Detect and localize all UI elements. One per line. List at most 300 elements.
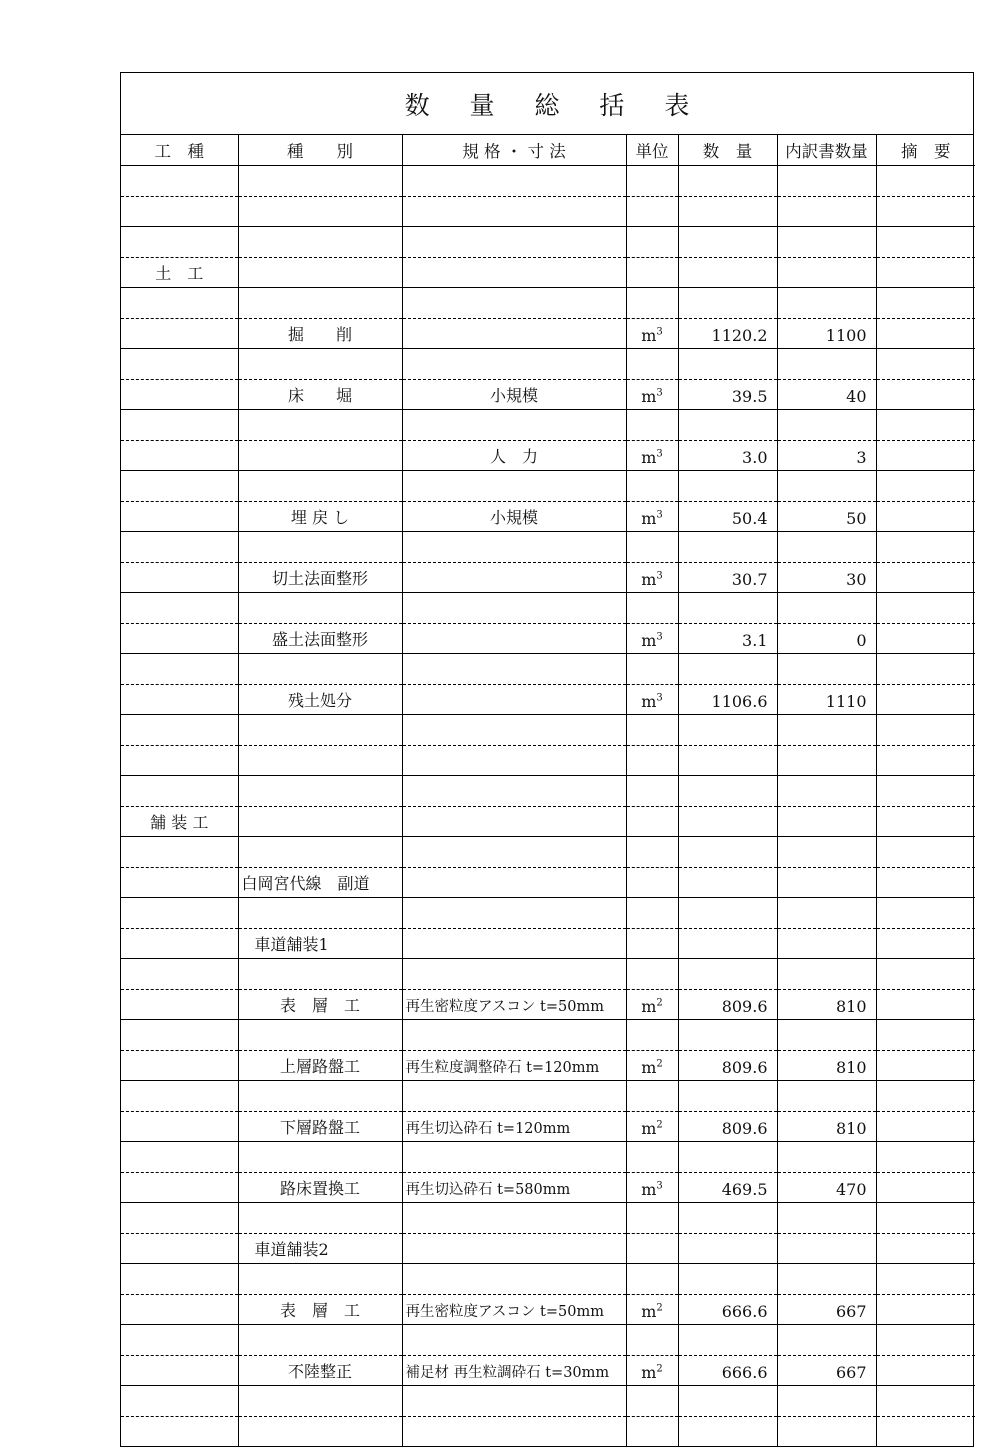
table-cell: [777, 227, 876, 258]
table-cell: [678, 227, 777, 258]
cell-unit: [626, 196, 678, 227]
cell-spec: [402, 440, 626, 471]
cell-quantity-text: 666.6: [721, 1363, 768, 1382]
cell-spec: [402, 989, 626, 1020]
table-cell: [678, 1203, 777, 1234]
table-row: [121, 501, 975, 532]
table-cell: [238, 166, 402, 197]
cell-spec-text: 人 力: [489, 447, 538, 466]
table-cell: [678, 1386, 777, 1417]
table-cell: [238, 288, 402, 319]
table-row: [121, 1111, 975, 1142]
cell-unit: [626, 1355, 678, 1386]
cell-work-type-text: 上層路盤工: [279, 1057, 360, 1076]
table-cell: [876, 166, 975, 197]
cell-spec: [402, 1233, 626, 1264]
table-cell: [121, 654, 238, 685]
cell-work-type: [238, 1233, 402, 1264]
cell-spec: [402, 257, 626, 288]
table-cell: [402, 288, 626, 319]
table-cell: [626, 837, 678, 868]
cell-remarks: [876, 1294, 975, 1325]
table-cell: [777, 654, 876, 685]
cell-unit: [626, 806, 678, 837]
cell-unit-text: m: [641, 509, 657, 528]
quantity-table: [121, 135, 975, 1446]
cell-detail-quantity: [777, 440, 876, 471]
cell-remarks: [876, 1233, 975, 1264]
table-cell: [876, 349, 975, 380]
cell-spec: [402, 867, 626, 898]
table-row-spacer: [121, 1325, 975, 1356]
table-cell: [238, 959, 402, 990]
unit-exponent: 3: [656, 387, 663, 399]
cell-work-type-text: 盛土法面整形: [271, 630, 368, 649]
cell-detail-quantity-text: 1110: [825, 692, 867, 711]
table-cell: [238, 593, 402, 624]
table-row: [121, 196, 975, 227]
cell-detail-quantity: [777, 1111, 876, 1142]
table-cell: [238, 1203, 402, 1234]
table-cell: [777, 1386, 876, 1417]
cell-remarks: [876, 318, 975, 349]
table-row: [121, 867, 975, 898]
cell-detail-quantity-text: 0: [856, 631, 867, 650]
cell-work-type-text: 残土処分: [287, 691, 352, 710]
cell-quantity-text: 3.1: [742, 631, 768, 650]
cell-detail-quantity-text: 667: [835, 1363, 867, 1382]
cell-quantity-text: 1106.6: [711, 692, 768, 711]
table-cell: [626, 959, 678, 990]
table-cell: [777, 1325, 876, 1356]
cell-work-kind: [121, 501, 238, 532]
cell-spec: [402, 1355, 626, 1386]
cell-quantity: [678, 867, 777, 898]
cell-work-type: [238, 196, 402, 227]
table-cell: [777, 1081, 876, 1112]
table-row: [121, 623, 975, 654]
table-cell: [626, 1203, 678, 1234]
cell-quantity: [678, 1416, 777, 1446]
table-row-spacer: [121, 1081, 975, 1112]
cell-unit-text: m: [641, 631, 657, 650]
cell-spec: [402, 318, 626, 349]
cell-work-type: [238, 928, 402, 959]
table-cell: [678, 288, 777, 319]
table-cell: [402, 654, 626, 685]
table-cell: [121, 288, 238, 319]
cell-detail-quantity-text: 810: [835, 1119, 867, 1138]
cell-detail-quantity: [777, 1294, 876, 1325]
cell-quantity: [678, 379, 777, 410]
table-cell: [876, 1325, 975, 1356]
cell-unit: [626, 684, 678, 715]
table-row: [121, 1355, 975, 1386]
cell-detail-quantity: [777, 562, 876, 593]
cell-remarks: [876, 867, 975, 898]
table-cell: [238, 776, 402, 807]
unit-exponent: 3: [656, 448, 663, 460]
cell-unit: [626, 318, 678, 349]
table-cell: [238, 1020, 402, 1051]
cell-work-kind: [121, 1111, 238, 1142]
table-cell: [678, 959, 777, 990]
table-cell: [777, 288, 876, 319]
table-cell: [626, 532, 678, 563]
cell-unit: [626, 1050, 678, 1081]
table-body: [121, 166, 975, 1447]
cell-work-type: [238, 1050, 402, 1081]
table-cell: [402, 471, 626, 502]
cell-work-type: [238, 684, 402, 715]
cell-unit-text: m: [641, 1058, 657, 1077]
table-row: [121, 1233, 975, 1264]
header-spec: 規 格 ・ 寸 法: [402, 135, 626, 166]
table-cell: [777, 1203, 876, 1234]
table-cell: [626, 227, 678, 258]
cell-work-kind: [121, 562, 238, 593]
cell-remarks: [876, 1111, 975, 1142]
table-cell: [626, 471, 678, 502]
table-cell: [777, 776, 876, 807]
cell-remarks: [876, 196, 975, 227]
cell-spec-text: 補足材 再生粒調砕石 t=30mm: [405, 1365, 610, 1381]
cell-quantity-text: 809.6: [721, 1058, 768, 1077]
cell-work-kind-text: 土 工: [155, 264, 204, 283]
table-cell: [238, 654, 402, 685]
unit-exponent: 3: [656, 631, 663, 643]
table-row: [121, 1416, 975, 1446]
table-row-spacer: [121, 288, 975, 319]
table-cell: [402, 715, 626, 746]
cell-spec: [402, 1172, 626, 1203]
cell-quantity: [678, 257, 777, 288]
table-cell: [876, 1081, 975, 1112]
table-cell: [238, 898, 402, 929]
cell-unit: [626, 1416, 678, 1446]
cell-work-kind: [121, 989, 238, 1020]
table-row: [121, 1172, 975, 1203]
table-cell: [238, 349, 402, 380]
cell-unit: [626, 379, 678, 410]
table-cell: [777, 715, 876, 746]
cell-detail-quantity-text: 667: [835, 1302, 867, 1321]
cell-detail-quantity: [777, 501, 876, 532]
table-cell: [678, 837, 777, 868]
table-cell: [402, 837, 626, 868]
table-cell: [121, 837, 238, 868]
cell-work-kind: [121, 684, 238, 715]
table-cell: [121, 715, 238, 746]
cell-work-type-text: 車道舗装2: [254, 1240, 329, 1259]
table-cell: [626, 1386, 678, 1417]
table-cell: [678, 654, 777, 685]
cell-work-type: [238, 501, 402, 532]
cell-work-kind: [121, 196, 238, 227]
cell-remarks: [876, 257, 975, 288]
cell-spec: [402, 1294, 626, 1325]
table-cell: [402, 898, 626, 929]
cell-work-kind: [121, 623, 238, 654]
cell-quantity: [678, 745, 777, 776]
cell-work-kind: [121, 1355, 238, 1386]
cell-unit-text: m: [641, 692, 657, 711]
table-cell: [402, 410, 626, 441]
cell-spec-text: 小規模: [489, 508, 538, 527]
table-cell: [402, 1142, 626, 1173]
cell-quantity: [678, 1172, 777, 1203]
table-cell: [876, 837, 975, 868]
table-cell: [777, 471, 876, 502]
cell-detail-quantity: [777, 379, 876, 410]
cell-remarks: [876, 1050, 975, 1081]
header-quantity: 数 量: [678, 135, 777, 166]
table-cell: [121, 471, 238, 502]
table-cell: [238, 1142, 402, 1173]
table-row-spacer: [121, 1386, 975, 1417]
cell-quantity: [678, 623, 777, 654]
cell-detail-quantity-text: 50: [846, 509, 867, 528]
cell-remarks: [876, 1172, 975, 1203]
cell-spec: [402, 379, 626, 410]
table-cell: [678, 1081, 777, 1112]
table-cell: [626, 166, 678, 197]
cell-work-type: [238, 1172, 402, 1203]
table-row: [121, 684, 975, 715]
cell-work-type-text: 埋 戻 し: [290, 508, 350, 527]
table-cell: [402, 1020, 626, 1051]
unit-exponent: 3: [656, 1180, 663, 1192]
cell-remarks: [876, 562, 975, 593]
cell-detail-quantity-text: 30: [846, 570, 867, 589]
cell-spec: [402, 1111, 626, 1142]
cell-detail-quantity-text: 1100: [825, 326, 867, 345]
table-cell: [121, 593, 238, 624]
table-cell: [402, 532, 626, 563]
table-cell: [876, 288, 975, 319]
cell-spec-text: 再生粒度調整砕石 t=120mm: [405, 1060, 600, 1076]
cell-work-type: [238, 257, 402, 288]
cell-unit: [626, 501, 678, 532]
table-cell: [402, 959, 626, 990]
cell-spec: [402, 562, 626, 593]
cell-quantity-text: 39.5: [731, 387, 768, 406]
cell-work-type-text: 路床置換工: [279, 1179, 360, 1198]
header-remarks: 摘 要: [876, 135, 975, 166]
table-cell: [777, 166, 876, 197]
cell-work-kind: [121, 1416, 238, 1446]
cell-work-type: [238, 1416, 402, 1446]
cell-spec-text: 再生切込砕石 t=120mm: [405, 1121, 571, 1137]
cell-unit-text: m: [641, 1363, 657, 1382]
table-cell: [678, 776, 777, 807]
cell-quantity: [678, 989, 777, 1020]
cell-unit: [626, 440, 678, 471]
table-row-spacer: [121, 837, 975, 868]
cell-work-kind: [121, 867, 238, 898]
header-unit: 単位: [626, 135, 678, 166]
table-cell: [626, 1081, 678, 1112]
table-row-spacer: [121, 1142, 975, 1173]
cell-unit-text: m: [641, 1302, 657, 1321]
cell-unit: [626, 867, 678, 898]
table-cell: [876, 410, 975, 441]
header-detail-quantity: 内訳書数量: [777, 135, 876, 166]
cell-remarks: [876, 1416, 975, 1446]
cell-remarks: [876, 440, 975, 471]
table-row: [121, 257, 975, 288]
table-cell: [402, 227, 626, 258]
cell-detail-quantity: [777, 745, 876, 776]
cell-spec: [402, 196, 626, 227]
table-cell: [876, 1142, 975, 1173]
table-cell: [678, 349, 777, 380]
header-work-kind: 工 種: [121, 135, 238, 166]
cell-detail-quantity-text: 40: [846, 387, 867, 406]
cell-unit: [626, 562, 678, 593]
cell-detail-quantity: [777, 989, 876, 1020]
cell-unit: [626, 745, 678, 776]
table-cell: [402, 349, 626, 380]
cell-detail-quantity: [777, 1233, 876, 1264]
cell-detail-quantity: [777, 257, 876, 288]
cell-unit-text: m: [641, 1119, 657, 1138]
cell-detail-quantity-text: 810: [835, 1058, 867, 1077]
table-cell: [876, 1203, 975, 1234]
cell-detail-quantity: [777, 928, 876, 959]
table-cell: [777, 1142, 876, 1173]
unit-exponent: 3: [656, 509, 663, 521]
table-cell: [238, 471, 402, 502]
table-cell: [121, 349, 238, 380]
table-row: [121, 440, 975, 471]
cell-detail-quantity: [777, 623, 876, 654]
table-row: [121, 562, 975, 593]
table-cell: [777, 349, 876, 380]
table-cell: [121, 166, 238, 197]
cell-work-kind: [121, 257, 238, 288]
cell-quantity-text: 809.6: [721, 997, 768, 1016]
table-cell: [626, 715, 678, 746]
cell-work-kind: [121, 1172, 238, 1203]
cell-detail-quantity: [777, 1050, 876, 1081]
table-cell: [626, 776, 678, 807]
cell-quantity: [678, 1355, 777, 1386]
table-cell: [238, 532, 402, 563]
cell-detail-quantity-text: 3: [856, 448, 867, 467]
table-row: [121, 1294, 975, 1325]
cell-unit-text: m: [641, 1180, 657, 1199]
cell-spec-text: 再生密粒度アスコン t=50mm: [405, 999, 604, 1015]
table-cell: [876, 959, 975, 990]
cell-unit: [626, 989, 678, 1020]
cell-spec: [402, 806, 626, 837]
quantity-summary-sheet: [120, 72, 974, 1447]
cell-quantity: [678, 440, 777, 471]
table-cell: [121, 227, 238, 258]
table-row: [121, 318, 975, 349]
cell-work-type: [238, 867, 402, 898]
table-cell: [777, 898, 876, 929]
cell-unit: [626, 623, 678, 654]
cell-quantity-text: 809.6: [721, 1119, 768, 1138]
cell-remarks: [876, 1355, 975, 1386]
cell-quantity: [678, 1233, 777, 1264]
unit-exponent: 2: [656, 1302, 663, 1314]
cell-unit-text: m: [641, 387, 657, 406]
unit-exponent: 3: [656, 692, 663, 704]
cell-unit: [626, 1111, 678, 1142]
table-cell: [678, 1020, 777, 1051]
cell-work-type: [238, 1355, 402, 1386]
cell-unit-text: m: [641, 448, 657, 467]
table-row: [121, 1050, 975, 1081]
table-row-spacer: [121, 776, 975, 807]
table-cell: [876, 715, 975, 746]
table-cell: [238, 837, 402, 868]
table-cell: [402, 1203, 626, 1234]
table-row-spacer: [121, 654, 975, 685]
table-cell: [876, 1264, 975, 1295]
table-cell: [402, 1264, 626, 1295]
cell-spec: [402, 745, 626, 776]
unit-exponent: 2: [656, 997, 663, 1009]
table-cell: [777, 1020, 876, 1051]
table-cell: [678, 898, 777, 929]
cell-unit: [626, 1172, 678, 1203]
cell-quantity: [678, 1111, 777, 1142]
cell-work-kind: [121, 379, 238, 410]
table-cell: [121, 532, 238, 563]
table-cell: [402, 1081, 626, 1112]
table-cell: [678, 1264, 777, 1295]
cell-unit: [626, 1294, 678, 1325]
cell-work-kind: [121, 745, 238, 776]
cell-spec: [402, 1416, 626, 1446]
table-cell: [121, 1142, 238, 1173]
table-cell: [777, 1264, 876, 1295]
cell-work-type: [238, 1294, 402, 1325]
table-row-spacer: [121, 166, 975, 197]
table-cell: [678, 532, 777, 563]
cell-quantity-text: 469.5: [721, 1180, 768, 1199]
table-cell: [121, 1020, 238, 1051]
table-row-spacer: [121, 1264, 975, 1295]
cell-work-kind: [121, 1233, 238, 1264]
cell-work-kind-text: 舗 装 工: [150, 813, 209, 832]
cell-quantity-text: 1120.2: [711, 326, 768, 345]
unit-exponent: 3: [656, 326, 663, 338]
cell-detail-quantity: [777, 196, 876, 227]
cell-remarks: [876, 745, 975, 776]
table-cell: [121, 1203, 238, 1234]
cell-spec-text: 再生密粒度アスコン t=50mm: [405, 1304, 604, 1320]
cell-work-kind: [121, 1294, 238, 1325]
cell-remarks: [876, 379, 975, 410]
table-row: [121, 928, 975, 959]
cell-quantity: [678, 501, 777, 532]
table-row-spacer: [121, 593, 975, 624]
cell-unit-text: m: [641, 326, 657, 345]
cell-work-type-text: 白岡宮代線 副道: [241, 874, 370, 893]
unit-exponent: 3: [656, 570, 663, 582]
unit-exponent: 2: [656, 1119, 663, 1131]
table-cell: [121, 410, 238, 441]
table-row-spacer: [121, 227, 975, 258]
table-cell: [678, 715, 777, 746]
cell-work-type-text: 掘 削: [287, 325, 352, 344]
cell-detail-quantity: [777, 806, 876, 837]
